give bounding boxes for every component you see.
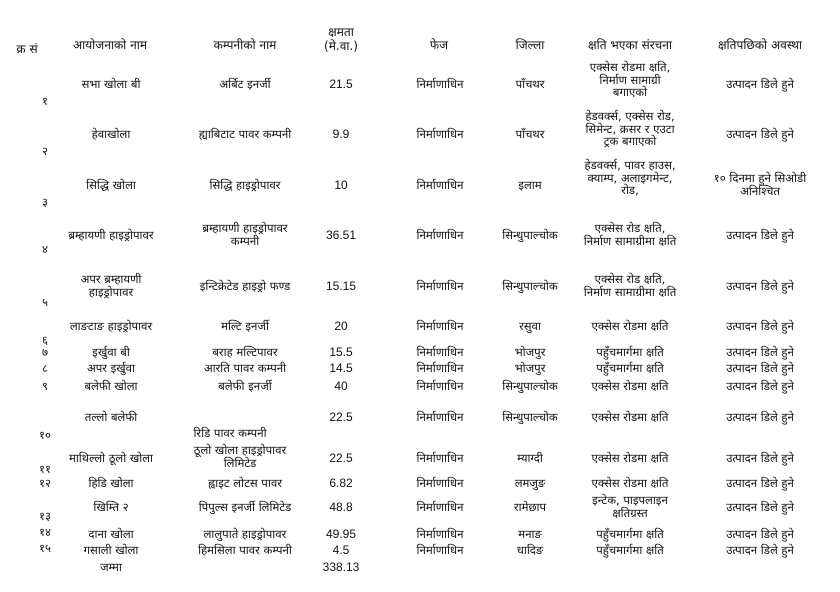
- row-11-company: ठूलो खोला हाइड्रोपावर लिमिटेड: [193, 443, 287, 470]
- row-2-phase: निर्माणाधिन: [416, 127, 464, 141]
- row-2-status: उत्पादन डिले हुने: [726, 127, 794, 141]
- row-11-project: माथिल्लो ठूलो खोला: [68, 451, 154, 465]
- header-post-damage-status: क्षतिपछिको अवस्था: [717, 38, 803, 52]
- row-10-damage: एक्सेस रोडमा क्षति: [591, 410, 669, 424]
- row-2-capacity: 9.9: [332, 127, 350, 141]
- row-5-project: अपर ब्रम्हायणी हाइड्रोपावर: [80, 272, 142, 299]
- row-5-sn: ५: [42, 295, 48, 309]
- header-company: कम्पनीको नाम: [213, 38, 277, 52]
- row-9-district: सिन्धुपाल्चोक: [502, 379, 558, 393]
- row-13-status: उत्पादन डिले हुने: [726, 500, 794, 514]
- row-3-phase: निर्माणाधिन: [416, 178, 464, 192]
- row-1-district: पाँचथर: [515, 77, 545, 91]
- row-3-capacity: 10: [334, 178, 348, 192]
- row-7-sn: ७: [42, 345, 48, 359]
- row-11-damage: एक्सेस रोडमा क्षति: [591, 451, 669, 465]
- row-10-company: रिडि पावर कम्पनी: [193, 426, 267, 440]
- row-14-district: मनाङ: [518, 527, 542, 541]
- row-7-district: भोजपुर: [514, 345, 546, 359]
- row-2-district: पाँचथर: [515, 127, 545, 141]
- total-capacity: 338.13: [322, 560, 360, 574]
- row-13-district: रामेछाप: [513, 500, 547, 514]
- header-phase: फेज: [429, 38, 449, 52]
- row-9-company: बलेफी इनर्जी: [218, 379, 272, 393]
- row-8-company: आरति पावर कम्पनी: [203, 361, 287, 375]
- row-1-phase: निर्माणाधिन: [416, 77, 464, 91]
- row-10-project: तल्लो बलेफी: [84, 410, 138, 424]
- row-8-sn: ८: [42, 361, 48, 375]
- row-8-capacity: 14.5: [329, 361, 353, 375]
- row-12-sn: १२: [39, 476, 51, 490]
- row-13-phase: निर्माणाधिन: [416, 500, 464, 514]
- row-13-sn: १३: [39, 509, 51, 523]
- row-3-damage: हेडवर्क्स, पावर हाउस, क्याम्प, अलाइगमेन्ट, रोड,: [584, 158, 676, 197]
- row-4-project: ब्रम्हायणी हाइड्रोपावर: [68, 228, 154, 242]
- row-13-damage: इन्टेक, पाइपलाइन क्षतिग्रस्त: [592, 493, 668, 520]
- header-district: जिल्ला: [515, 38, 545, 52]
- row-4-status: उत्पादन डिले हुने: [726, 228, 794, 242]
- row-1-project: सभा खोला बी: [81, 77, 141, 91]
- row-9-sn: ९: [42, 379, 48, 393]
- row-15-damage: पहुँचमार्गमा क्षति: [596, 543, 664, 557]
- row-12-project: हिडि खोला: [88, 476, 134, 490]
- row-14-sn: १४: [39, 525, 51, 539]
- row-3-project: सिद्धि खोला: [86, 178, 136, 192]
- row-2-project: हेवाखोला: [91, 127, 131, 141]
- row-10-phase: निर्माणाधिन: [416, 410, 464, 424]
- row-1-company: अर्बिट इनर्जी: [219, 77, 271, 91]
- row-6-phase: निर्माणाधिन: [416, 319, 464, 333]
- row-14-company: लालुपाते हाइड्रोपावर: [203, 527, 287, 541]
- row-6-district: रसुवा: [519, 319, 541, 333]
- row-6-sn: ६: [42, 333, 48, 347]
- row-14-project: दाना खोला: [88, 527, 134, 541]
- row-15-status: उत्पादन डिले हुने: [726, 543, 794, 557]
- row-4-damage: एक्सेस रोड क्षति, निर्माण सामाग्रीमा क्षति: [583, 221, 677, 248]
- row-15-district: धादिङ: [516, 543, 544, 557]
- row-5-status: उत्पादन डिले हुने: [726, 279, 794, 293]
- row-10-district: सिन्धुपाल्चोक: [502, 410, 558, 424]
- row-3-company: सिद्धि हाइड्रोपावर: [209, 178, 281, 192]
- row-10-status: उत्पादन डिले हुने: [726, 410, 794, 424]
- row-14-capacity: 49.95: [325, 527, 357, 541]
- row-8-district: भोजपुर: [514, 361, 546, 375]
- row-6-project: लाङटाङ हाइड्रोपावर: [69, 319, 153, 333]
- row-4-company: ब्रम्हायणी हाइड्रोपावर कम्पनी: [202, 221, 288, 248]
- row-15-phase: निर्माणाधिन: [416, 543, 464, 557]
- row-5-company: इन्टिक्रेटेड हाइड्रो फण्ड: [199, 279, 291, 293]
- row-2-damage: हेडवर्क्स, एक्सेस रोड, सिमेन्ट, क्रसर र एउटा ट्रक बगाएको: [585, 109, 675, 148]
- row-4-sn: ४: [42, 242, 48, 256]
- row-1-damage: एक्सेस रोडमा क्षति, निर्माण सामाग्री बगाएको: [589, 60, 671, 99]
- row-11-capacity: 22.5: [329, 451, 353, 465]
- row-4-district: सिन्धुपाल्चोक: [502, 228, 558, 242]
- row-15-capacity: 4.5: [332, 543, 350, 557]
- row-12-status: उत्पादन डिले हुने: [726, 476, 794, 490]
- row-6-company: मल्टि इनर्जी: [221, 319, 269, 333]
- row-5-district: सिन्धुपाल्चोक: [502, 279, 558, 293]
- row-11-status: उत्पादन डिले हुने: [726, 451, 794, 465]
- row-13-capacity: 48.8: [329, 500, 353, 514]
- row-3-district: इलाम: [518, 178, 542, 192]
- row-15-company: हिमसिला पावर कम्पनी: [198, 543, 292, 557]
- row-6-capacity: 20: [334, 319, 348, 333]
- row-12-capacity: 6.82: [329, 476, 353, 490]
- row-7-phase: निर्माणाधिन: [416, 345, 464, 359]
- row-7-damage: पहुँचमार्गमा क्षति: [596, 345, 664, 359]
- row-6-status: उत्पादन डिले हुने: [726, 319, 794, 333]
- row-13-project: खिम्ति २: [93, 500, 129, 514]
- row-14-phase: निर्माणाधिन: [416, 527, 464, 541]
- row-7-project: इर्खुवा बी: [92, 345, 130, 359]
- row-8-phase: निर्माणाधिन: [416, 361, 464, 375]
- row-5-phase: निर्माणाधिन: [416, 279, 464, 293]
- row-10-sn: १०: [39, 428, 51, 442]
- row-11-sn: ११: [39, 462, 51, 476]
- row-14-damage: पहुँचमार्गमा क्षति: [596, 527, 664, 541]
- row-4-phase: निर्माणाधिन: [416, 228, 464, 242]
- row-1-sn: १: [42, 94, 48, 108]
- row-4-capacity: 36.51: [325, 228, 357, 242]
- row-14-status: उत्पादन डिले हुने: [726, 527, 794, 541]
- header-project: आयोजनाको नाम: [72, 38, 148, 52]
- row-1-capacity: 21.5: [329, 77, 353, 91]
- row-12-phase: निर्माणाधिन: [416, 476, 464, 490]
- row-5-damage: एक्सेस रोड क्षति, निर्माण सामाग्रीमा क्षति: [583, 272, 677, 299]
- row-10-capacity: 22.5: [329, 410, 353, 424]
- row-11-phase: निर्माणाधिन: [416, 451, 464, 465]
- row-15-sn: १५: [39, 541, 51, 555]
- total-label: जम्मा: [100, 560, 122, 574]
- row-9-project: बलेफी खोला: [84, 379, 138, 393]
- row-5-capacity: 15.15: [325, 279, 357, 293]
- row-3-sn: ३: [42, 195, 48, 209]
- row-13-company: पिपुल्स इनर्जी लिमिटेड: [198, 500, 292, 514]
- row-3-status: १० दिनमा हुने सिओडी अनिश्चित: [713, 171, 807, 198]
- row-12-district: लमजुङ: [514, 476, 546, 490]
- header-sn: क्र सं: [16, 42, 38, 56]
- row-11-district: म्याग्दी: [517, 451, 543, 465]
- row-9-capacity: 40: [334, 379, 348, 393]
- row-12-damage: एक्सेस रोडमा क्षति: [591, 476, 669, 490]
- row-9-phase: निर्माणाधिन: [416, 379, 464, 393]
- header-damaged-structure: क्षति भएका संरचना: [588, 38, 672, 52]
- header-capacity: क्षमता (मे.वा.): [324, 25, 358, 53]
- row-2-sn: २: [42, 144, 48, 158]
- row-6-damage: एक्सेस रोडमा क्षति: [591, 319, 669, 333]
- row-8-damage: पहुँचमार्गमा क्षति: [596, 361, 664, 375]
- row-7-capacity: 15.5: [329, 345, 353, 359]
- row-9-damage: एक्सेस रोडमा क्षति: [591, 379, 669, 393]
- row-9-status: उत्पादन डिले हुने: [726, 379, 794, 393]
- row-8-project: अपर इर्खुवा: [86, 361, 136, 375]
- row-1-status: उत्पादन डिले हुने: [726, 77, 794, 91]
- row-8-status: उत्पादन डिले हुने: [726, 361, 794, 375]
- row-7-status: उत्पादन डिले हुने: [726, 345, 794, 359]
- row-7-company: बराह मल्टिपावर: [212, 345, 278, 359]
- row-15-project: गसाली खोला: [83, 543, 139, 557]
- row-12-company: ह्वाइट लोटस पावर: [208, 476, 282, 490]
- row-2-company: ह्याबिटाट पावर कम्पनी: [198, 127, 292, 141]
